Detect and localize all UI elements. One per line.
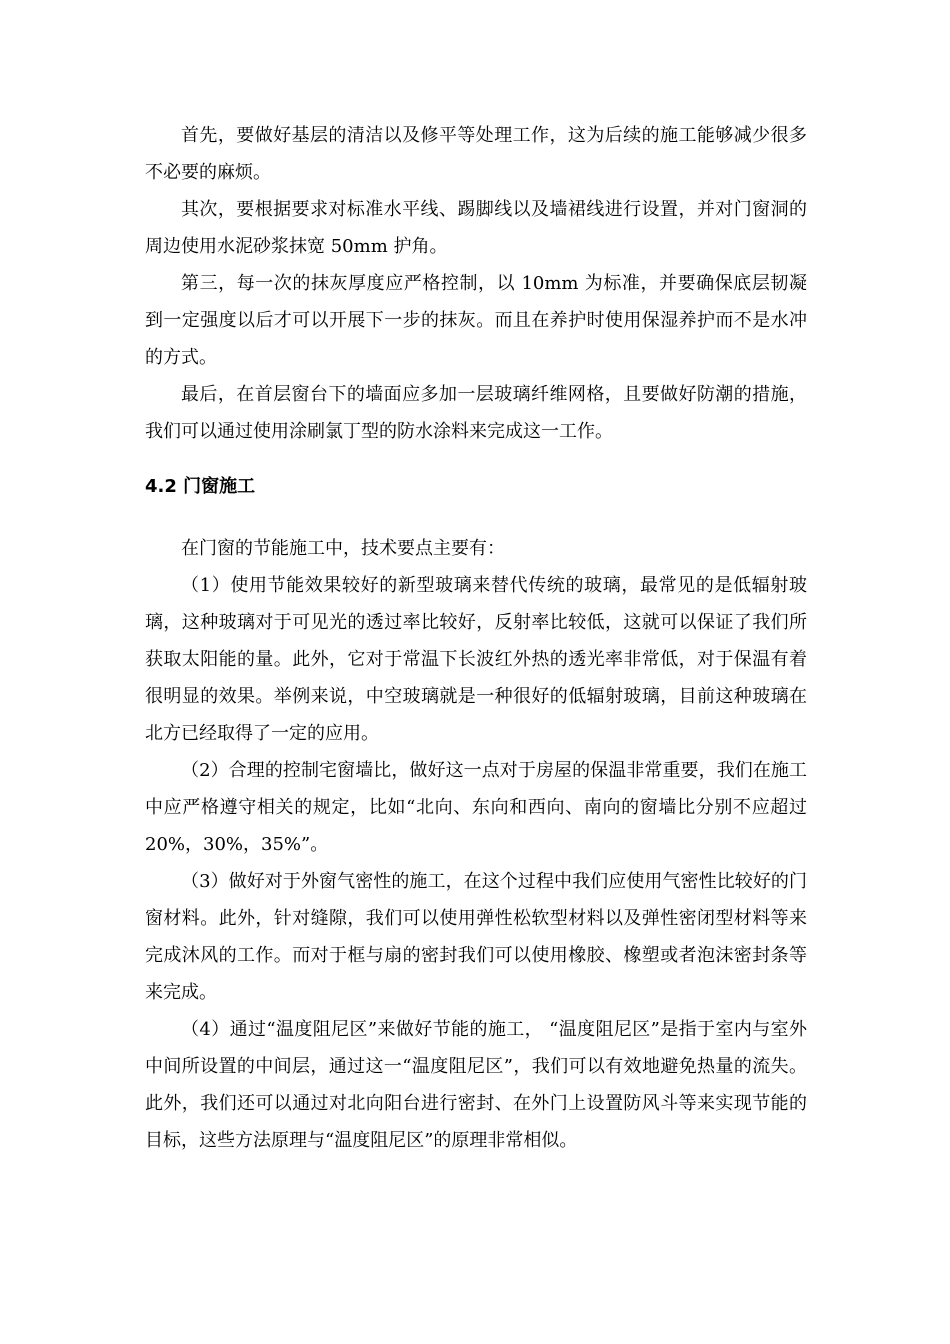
paragraph-level-lines: 其次，要根据要求对标准水平线、踢脚线以及墙裙线进行设置，并对门窗洞的周边使用水泥砂浆抹宽 50mm 护角。 <box>145 199 807 257</box>
paragraph-plaster-thickness: 第三，每一次的抹灰厚度应严格控制，以 10mm 为标准，并要确保底层韧凝到一定强度以后才可以开展下一步的抹灰。而且在养护时使用保湿养护而不是水冲的方式。 <box>145 273 807 368</box>
paragraph-item-1: （1）使用节能效果较好的新型玻璃来替代传统的玻璃，最常见的是低辐射玻璃，这种玻璃对于可见光的透过率比较好，反射率比较低，这就可以保证了我们所获取太阳能的量。此外，它对于常温下长波红外热的透光率非常低，对于保温有着很明显的效果。举例来说，中空玻璃就是一种很好的低辐射玻璃，目前这种玻璃在北方已经取得了一定的应用。 <box>145 575 807 744</box>
document-page <box>145 117 807 1159</box>
section-heading: 4.2 门窗施工 <box>145 476 256 497</box>
paragraph-base-layer: 首先，要做好基层的清洁以及修平等处理工作，这为后续的施工能够减少很多不必要的麻烦。 <box>145 125 807 183</box>
paragraph-fiberglass-mesh: 最后，在首层窗台下的墙面应多加一层玻璃纤维网格，且要做好防潮的措施，我们可以通过使用涂刷氯丁型的防水涂料来完成这一工作。 <box>145 384 807 442</box>
paragraph-item-2: （2）合理的控制宅窗墙比，做好这一点对于房屋的保温非常重要，我们在施工中应严格遵守相关的规定，比如“北向、东向和西向、南向的窗墙比分别不应超过 20%，30%，35%”。 <box>145 760 807 855</box>
paragraph-item-4: （4）通过“温度阻尼区”来做好节能的施工， “温度阻尼区”是指于室内与室外中间所设置的中间层，通过这一“温度阻尼区”，我们可以有效地避免热量的流失。此外，我们还可以通过对北向阳台进行密封、在外门上设置防风斗等来实现节能的目标，这些方法原理与“温度阻尼区”的原理非常相似。 <box>145 1019 807 1151</box>
paragraph-item-3: （3）做好对于外窗气密性的施工，在这个过程中我们应使用气密性比较好的门窗材料。此外，针对缝隙，我们可以使用弹性松软型材料以及弹性密闭型材料等来完成沐风的工作。而对于框与扇的密封我们可以使用橡胶、橡塑或者泡沫密封条等来完成。 <box>145 871 807 1003</box>
paragraph-intro: 在门窗的节能施工中，技术要点主要有： <box>181 538 505 559</box>
